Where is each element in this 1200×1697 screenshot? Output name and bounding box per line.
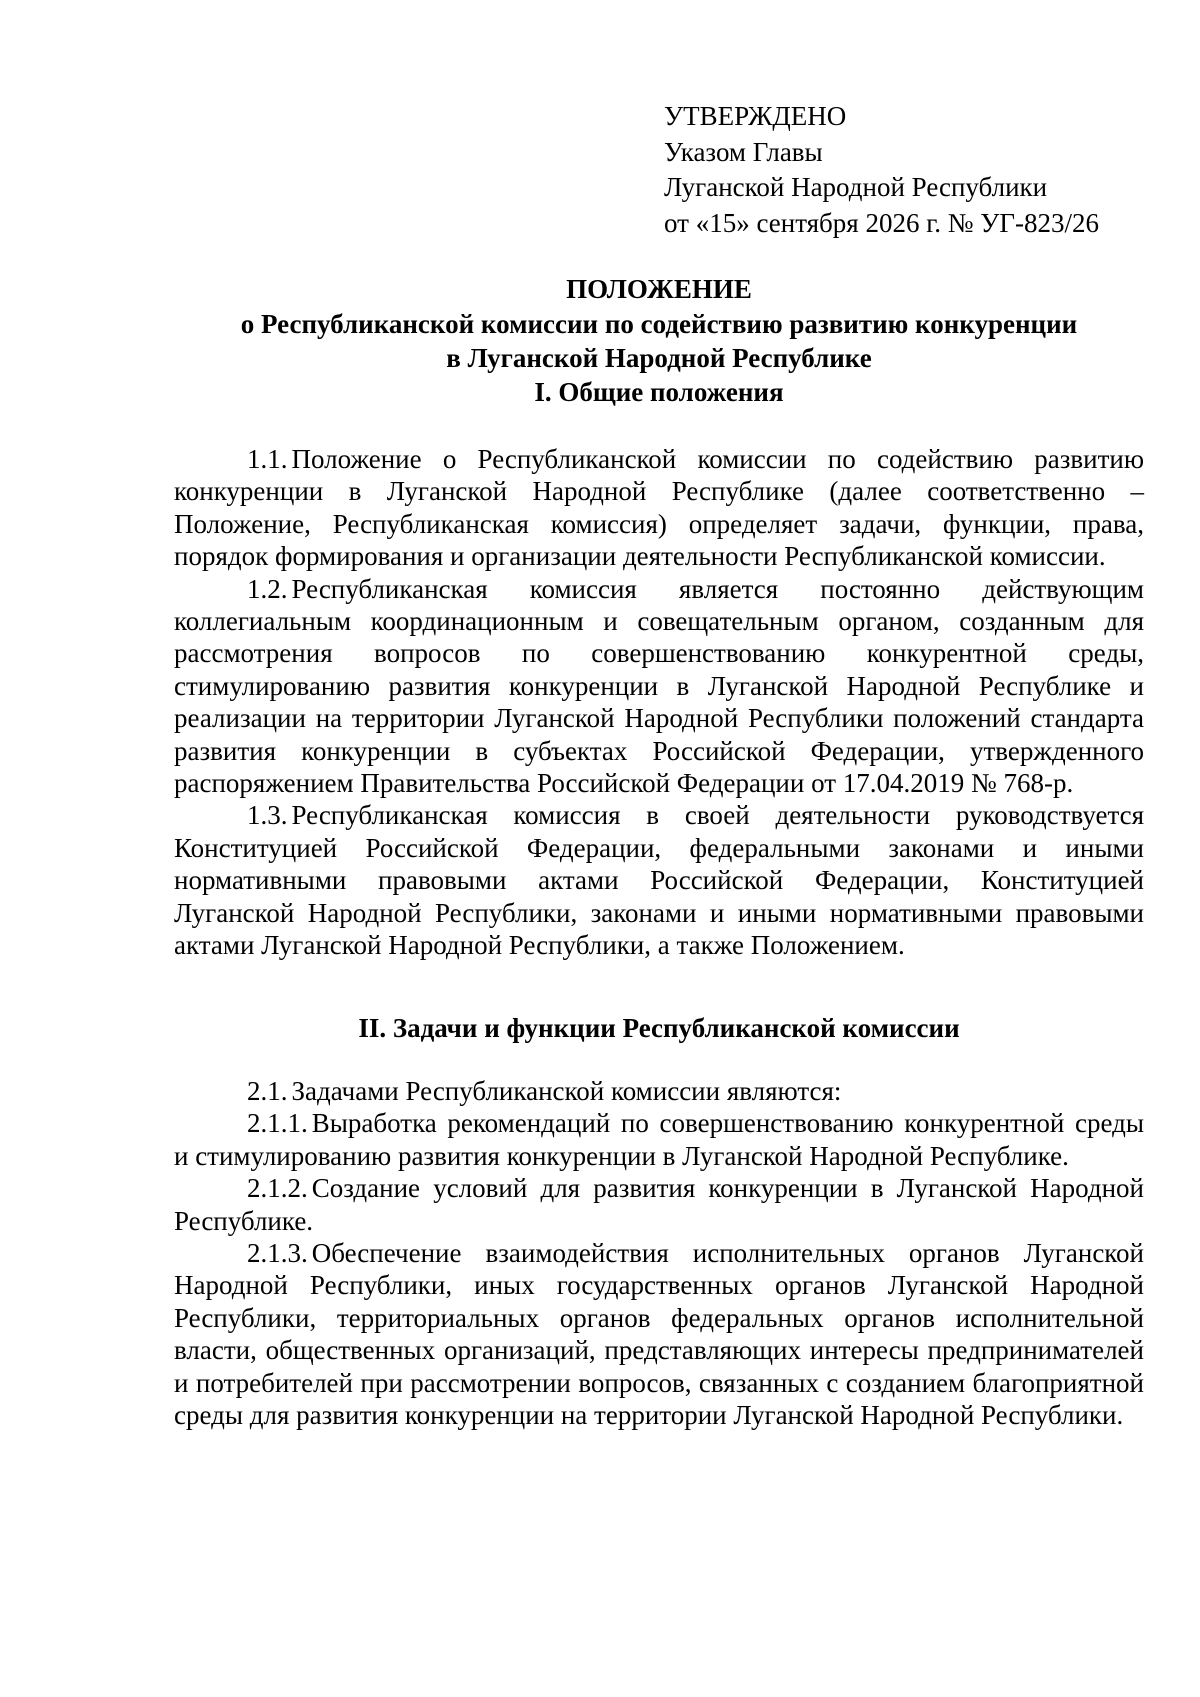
approval-line-approved: УТВЕРЖДЕНО [664, 101, 847, 131]
paragraph-2-1-1 [174, 1107, 1144, 1172]
paragraph-number: 2.1.3. [247, 1238, 308, 1269]
paragraph-text: Положение о Республиканской комиссии по содействию развитию конкуренции в Луганской Народной Республике (далее соответственно – Положение, Республиканская комиссия) определяет задачи, функции, права, порядок формирования и организации деятельности Республиканской комиссии. [174, 444, 1144, 572]
paragraph-text: Республиканская комиссия является постоянно действующим коллегиальным координационным и совещательным органом, созданным для рассмотрения вопросов по совершенствованию конкурентной среды, стимулированию развития конкуренции в Луганской Народной Республике и реализации на территории Луганской Народной Республики положений стандарта развития конкуренции в субъектах Российской Федерации, утвержденного распоряжением Правительства Российской Федерации от 17.04.2019 № 768-р. [174, 573, 1144, 799]
approval-line-republic: Луганской Народной Республики [664, 172, 1048, 202]
approval-line-decree: Указом Главы [664, 136, 823, 167]
paragraph-1-3 [174, 799, 1144, 961]
section-1-heading: I. Общие положения [534, 377, 784, 407]
paragraph-number: 1.1. [247, 444, 288, 474]
paragraph-text: Создание условий для развития конкуренции в Луганской Народной Республике. [174, 1173, 1144, 1236]
document-title-line-3: в Луганской Народной Республике [446, 343, 872, 373]
section-2-heading: II. Задачи и функции Республиканской комиссии [358, 1013, 960, 1043]
paragraph-2-1 [174, 1075, 1144, 1107]
document-title-line-1: ПОЛОЖЕНИЕ [566, 274, 752, 304]
paragraph-2-1-3 [174, 1237, 1144, 1431]
approval-line-date-number: от «15» сентября 2026 г. № УГ-823/26 [664, 207, 1099, 238]
paragraph-text: Обеспечение взаимодействия исполнительных органов Луганской Народной Республики, иных государственных органов Луганской Народной Республики, территориальных органов федеральных органов исполнительной власти, общественных организаций, представляющих интересы предпринимателей и потребителей при рассмотрении вопросов, связанных с созданием благоприятной среды для развития конкуренции на территории Луганской Народной Республики. [174, 1238, 1144, 1431]
paragraph-1-1 [174, 443, 1144, 573]
paragraph-number: 2.1.2. [247, 1173, 308, 1204]
paragraph-2-1-2 [174, 1172, 1144, 1237]
paragraph-number: 1.3. [247, 800, 288, 831]
paragraph-1-2 [174, 573, 1144, 800]
paragraph-text: Выработка рекомендаций по совершенствованию конкурентной среды и стимулированию развития конкуренции в Луганской Народной Республике. [174, 1108, 1144, 1171]
paragraph-text: Задачами Республиканской комиссии являются: [291, 1076, 842, 1106]
paragraph-number: 2.1. [247, 1076, 288, 1106]
paragraph-number: 1.2. [247, 573, 288, 604]
approval-stamp-block [664, 99, 1099, 241]
document-title [174, 272, 1144, 376]
paragraph-number: 2.1.1. [247, 1108, 308, 1139]
section-2-body [174, 1075, 1144, 1431]
document-title-line-2: о Республиканской комиссии по содействию развитию конкуренции [240, 308, 1078, 339]
section-1-body [174, 443, 1144, 962]
paragraph-text: Республиканская комиссия в своей деятельности руководствуется Конституцией Российской Федерации, федеральными законами и иными нормативными правовыми актами Российской Федерации, Конституцией Луганской Народной Республики, законами и иными нормативными правовыми актами Луганской Народной Республики, а также Положением. [174, 800, 1144, 961]
